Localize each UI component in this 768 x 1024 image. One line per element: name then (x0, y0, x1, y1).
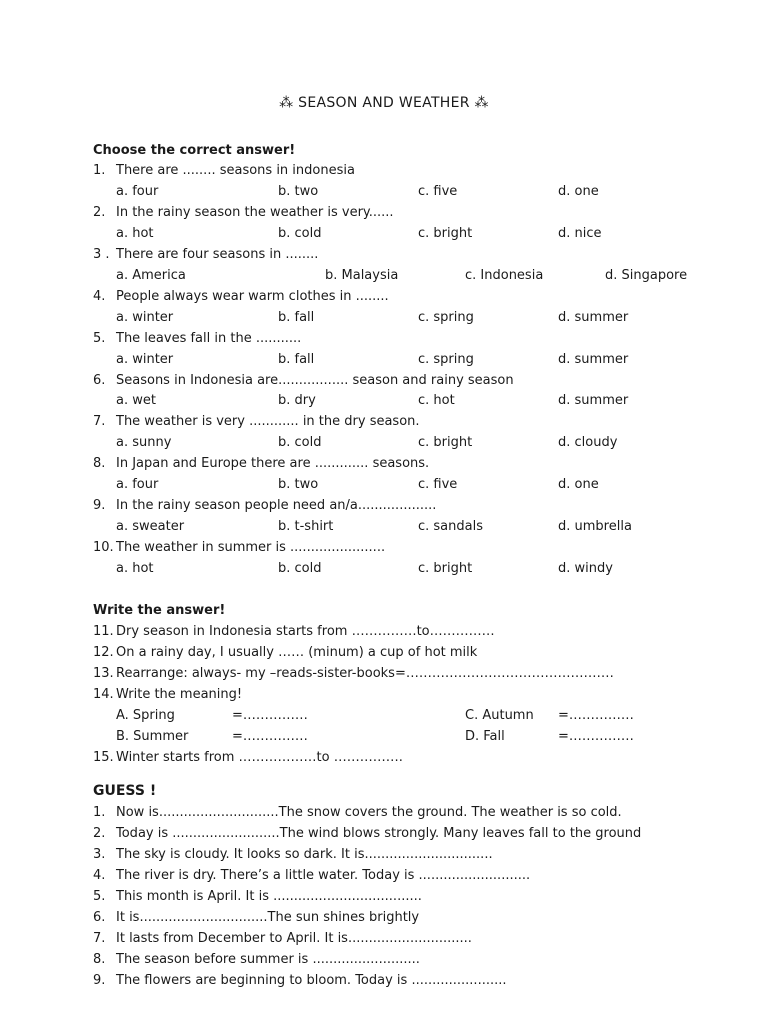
option-d: d. Singapore (605, 268, 688, 283)
option-a: a. hot (116, 561, 154, 576)
question-number: 3 . (93, 247, 110, 262)
item-text: It lasts from December to April. It is.............................. (116, 931, 472, 946)
option-d: d. windy (558, 561, 613, 576)
meaning-blank-spring: =…………… (232, 708, 308, 723)
item-text: The sky is cloudy. It looks so dark. It is............................... (116, 847, 493, 862)
question-text: On a rainy day, I usually …… (minum) a cup of hot milk (116, 645, 478, 660)
option-a: a. winter (116, 310, 174, 325)
option-b: b. cold (278, 561, 322, 576)
option-a: a. sweater (116, 519, 185, 534)
meaning-label-fall: D. Fall (465, 729, 505, 744)
option-a: a. hot (116, 226, 154, 241)
item-text: The season before summer is .......................... (116, 952, 420, 967)
question-12 (93, 645, 477, 660)
option-d: d. cloudy (558, 435, 618, 450)
option-c: c. bright (418, 435, 473, 450)
option-c: c. bright (418, 226, 473, 241)
option-b: b. t-shirt (278, 519, 334, 534)
question-text: Dry season in Indonesia starts from ……………to…………… (116, 624, 495, 639)
guess-item-6 (93, 910, 419, 925)
guess-item-9 (93, 973, 507, 988)
item-number: 7. (93, 931, 106, 946)
question-text: There are four seasons in ........ (116, 247, 319, 262)
question-text: Write the meaning! (116, 687, 243, 702)
question-10 (93, 540, 385, 555)
question-text: The weather in summer is ....................... (116, 540, 386, 555)
question-5 (93, 331, 301, 346)
meaning-label-autumn: C. Autumn (465, 708, 534, 723)
question-9 (93, 498, 436, 513)
question-number: 4. (93, 289, 106, 304)
item-number: 9. (93, 973, 106, 988)
question-1 (93, 163, 355, 178)
section2-heading: Write the answer! (93, 603, 226, 618)
question-number: 5. (93, 331, 106, 346)
meaning-label-summer: B. Summer (116, 729, 189, 744)
question-number: 11. (93, 624, 114, 639)
item-number: 3. (93, 847, 106, 862)
question-number: 15. (93, 750, 114, 765)
question-6 (93, 373, 514, 388)
option-b: b. fall (278, 310, 315, 325)
question-text: The leaves fall in the ........... (116, 331, 302, 346)
question-11 (93, 624, 495, 639)
question-text: Rearrange: always- my –reads-sister-books=………………………………………… (116, 666, 614, 681)
guess-item-3 (93, 847, 493, 862)
option-c: c. spring (418, 352, 474, 367)
guess-item-1 (93, 805, 622, 820)
item-text: It is...............................The sun shines brightly (116, 910, 420, 925)
question-number: 8. (93, 456, 106, 471)
option-b: b. fall (278, 352, 315, 367)
option-b: b. two (278, 184, 319, 199)
guess-item-4 (93, 868, 530, 883)
option-c: c. Indonesia (465, 268, 544, 283)
question-text: In Japan and Europe there are ............. seasons. (116, 456, 430, 471)
option-d: d. summer (558, 393, 629, 408)
option-d: d. summer (558, 352, 629, 367)
question-number: 6. (93, 373, 106, 388)
meaning-blank-summer: =…………… (232, 729, 308, 744)
guess-item-8 (93, 952, 420, 967)
item-text: Today is ..........................The wind blows strongly. Many leaves fall to the ground (116, 826, 642, 841)
question-text: In the rainy season people need an/a................... (116, 498, 437, 513)
item-number: 6. (93, 910, 106, 925)
option-c: c. bright (418, 561, 473, 576)
item-text: Now is.............................The snow covers the ground. The weather is so cold. (116, 805, 622, 820)
option-c: c. five (418, 477, 458, 492)
question-number: 7. (93, 414, 106, 429)
option-b: b. two (278, 477, 319, 492)
question-15 (93, 750, 403, 765)
page-title: ⁂ SEASON AND WEATHER ⁂ (279, 95, 489, 111)
item-number: 1. (93, 805, 106, 820)
meaning-blank-fall: =…………… (558, 729, 634, 744)
question-text: Seasons in Indonesia are................. season and rainy season (116, 373, 514, 388)
section1-heading: Choose the correct answer! (93, 143, 296, 158)
option-d: d. one (558, 477, 599, 492)
option-d: d. summer (558, 310, 629, 325)
option-c: c. spring (418, 310, 474, 325)
question-number: 14. (93, 687, 114, 702)
item-number: 2. (93, 826, 106, 841)
option-d: d. one (558, 184, 599, 199)
item-number: 8. (93, 952, 106, 967)
guess-item-5 (93, 889, 422, 904)
question-number: 10. (93, 540, 114, 555)
option-b: b. Malaysia (325, 268, 399, 283)
question-2 (93, 205, 394, 220)
option-c: c. hot (418, 393, 455, 408)
item-number: 5. (93, 889, 106, 904)
question-number: 12. (93, 645, 114, 660)
option-b: b. dry (278, 393, 316, 408)
question-number: 1. (93, 163, 106, 178)
meaning-label-spring: A. Spring (116, 708, 175, 723)
question-text: Winter starts from ………………to ……………. (116, 750, 403, 765)
question-4 (93, 289, 389, 304)
question-number: 2. (93, 205, 106, 220)
option-d: d. umbrella (558, 519, 632, 534)
question-text: In the rainy season the weather is very...... (116, 205, 394, 220)
option-a: a. winter (116, 352, 174, 367)
option-b: b. cold (278, 435, 322, 450)
question-7 (93, 414, 420, 429)
question-text: There are ........ seasons in indonesia (116, 163, 355, 178)
question-14 (93, 687, 242, 702)
item-text: The flowers are beginning to bloom. Today is ....................... (116, 973, 507, 988)
question-number: 13. (93, 666, 114, 681)
question-3 (93, 247, 318, 262)
option-a: a. America (116, 268, 186, 283)
option-c: c. sandals (418, 519, 483, 534)
guess-item-2 (93, 826, 641, 841)
guess-item-7 (93, 931, 472, 946)
question-text: The weather is very ............ in the dry season. (116, 414, 420, 429)
question-number: 9. (93, 498, 106, 513)
option-c: c. five (418, 184, 458, 199)
section3-heading: GUESS ! (93, 783, 157, 799)
option-d: d. nice (558, 226, 602, 241)
item-text: This month is April. It is .................................... (116, 889, 422, 904)
question-13 (93, 666, 614, 681)
meaning-blank-autumn: =…………… (558, 708, 634, 723)
question-8 (93, 456, 429, 471)
option-a: a. four (116, 184, 159, 199)
item-number: 4. (93, 868, 106, 883)
question-text: People always wear warm clothes in ........ (116, 289, 389, 304)
option-a: a. sunny (116, 435, 172, 450)
item-text: The river is dry. There’s a little water. Today is ........................... (116, 868, 531, 883)
option-a: a. four (116, 477, 159, 492)
option-b: b. cold (278, 226, 322, 241)
option-a: a. wet (116, 393, 156, 408)
